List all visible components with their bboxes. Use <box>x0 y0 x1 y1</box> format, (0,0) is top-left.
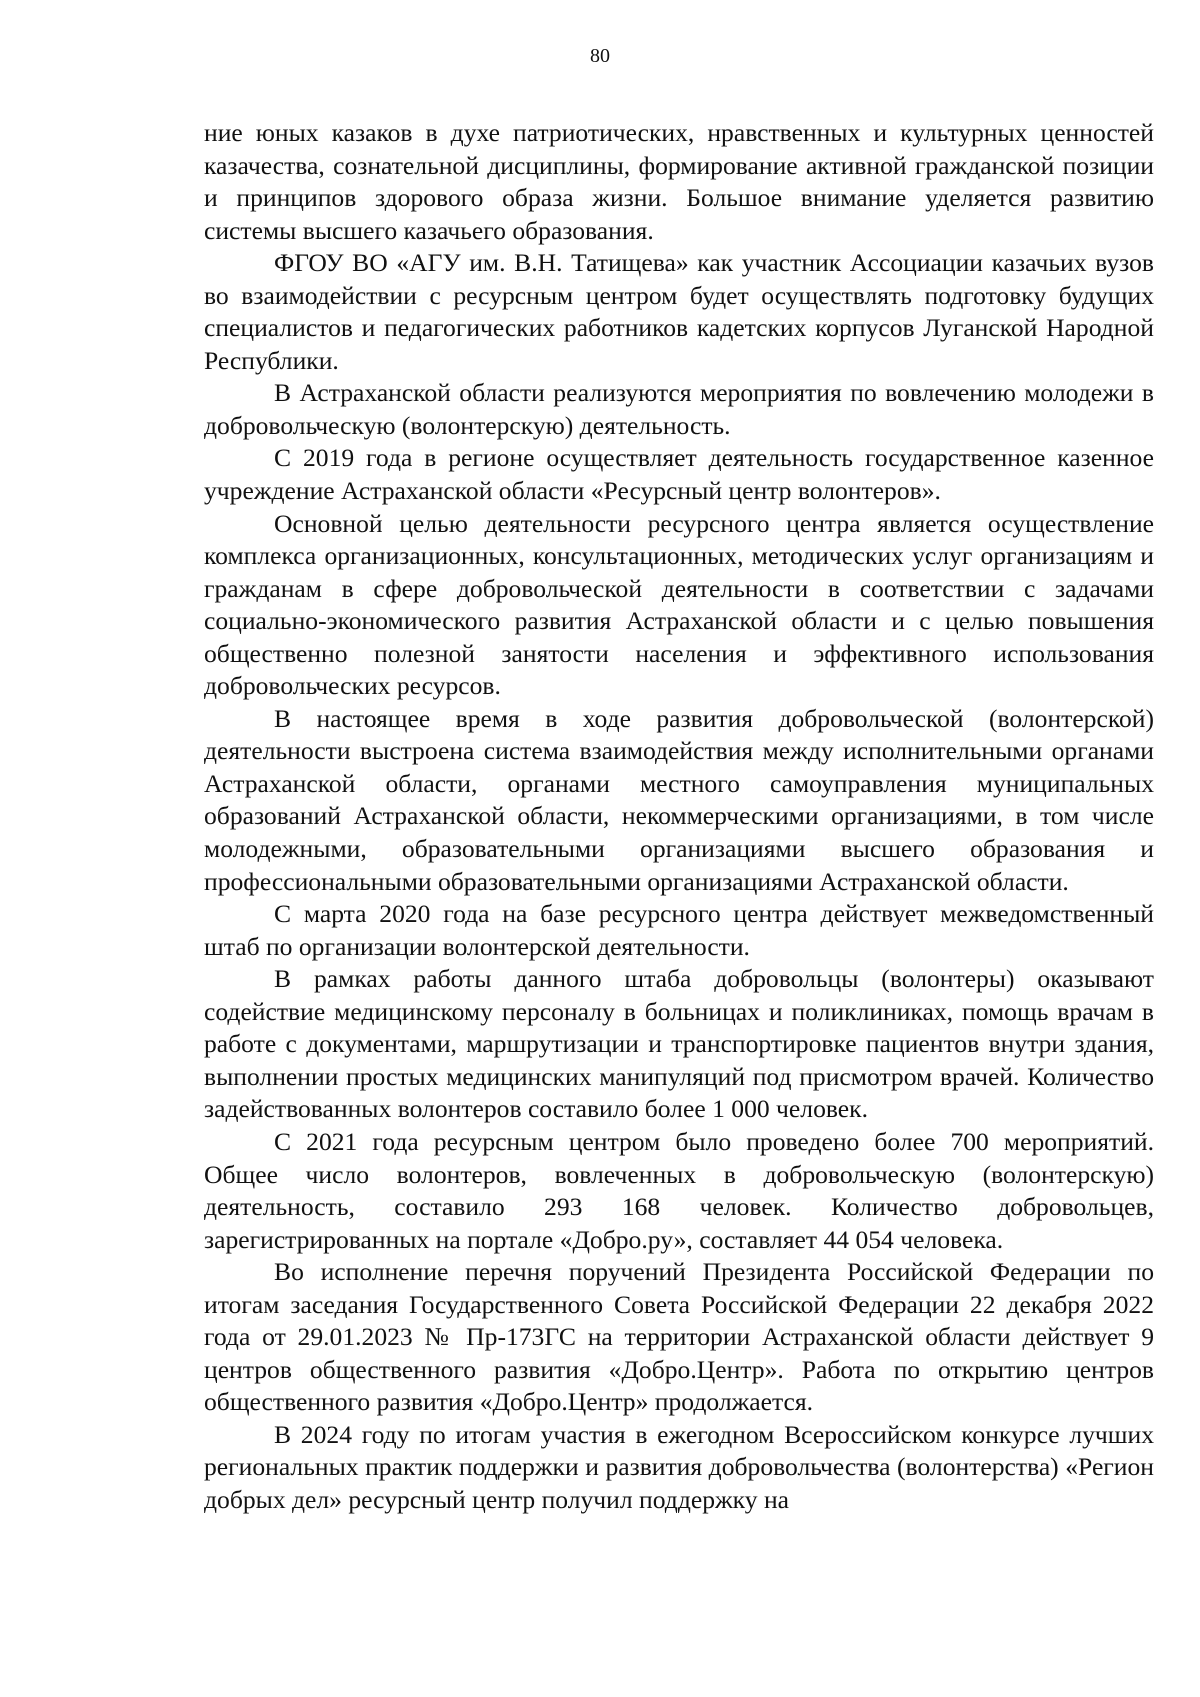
paragraph-5: Основной целью деятельности ресурсного центра является осуществление комплекса организационных, консультационных, методических услуг организациям и гражданам в сфере добровольческой деятельности в соответствии с задачами социально-экономического развития Астраханской области и с целью повышения общественно полезной занятости населения и эффективного использования добровольческих ресурсов. <box>204 508 1154 701</box>
paragraph-1: ние юных казаков в духе патриотических, нравственных и культурных ценностей казачества, сознательной дисциплины, формирование активной гражданской позиции и принципов здорового образа жизни. Большое внимание уделяется развитию системы высшего казачьего образования. <box>204 118 1154 245</box>
paragraph-11: В 2024 году по итогам участия в ежегодном Всероссийском конкурсе лучших региональных практик поддержки и развития добровольчества (волонтерства) «Регион добрых дел» ресурсный центр получил поддержку на <box>204 1419 1154 1514</box>
page-number: 80 <box>590 45 610 67</box>
paragraph-9: С 2021 года ресурсным центром было проведено более 700 мероприятий. Общее число волонтеров, вовлеченных в добровольческую (волонтерскую) деятельность, составило 293 168 человек. Количество добровольцев, зарегистрированных на портале «Добро.ру», составляет 44 054 человека. <box>204 1126 1154 1254</box>
document-body <box>204 117 1154 1517</box>
paragraph-7: С марта 2020 года на базе ресурсного центра действует межведомственный штаб по организации волонтерской деятельности. <box>204 899 1154 961</box>
paragraph-3: В Астраханской области реализуются мероприятия по вовлечению молодежи в добровольческую (волонтерскую) деятельность. <box>204 378 1154 440</box>
paragraph-8: В рамках работы данного штаба добровольцы (волонтеры) оказывают содействие медицинскому персоналу в больницах и поликлиниках, помощь врачам в работе с документами, маршрутизации и транспортировке пациентов внутри здания, выполнении простых медицинских манипуляций под присмотром врачей. Количество задействованных волонтеров составило более 1 000 человек. <box>204 964 1154 1124</box>
paragraph-4: С 2019 года в регионе осуществляет деятельность государственное казенное учреждение Астраханской области «Ресурсный центр волонтеров». <box>204 443 1154 506</box>
paragraph-10: Во исполнение перечня поручений Президента Российской Федерации по итогам заседания Государственного Совета Российской Федерации 22 декабря 2022 года от 29.01.2023 № Пр-173ГС на территории Астраханской области действует 9 центров общественного развития «Добро.Центр». Работа по открытию центров общественного развития «Добро.Центр» продолжается. <box>204 1257 1154 1417</box>
paragraph-6: В настоящее время в ходе развития добровольческой (волонтерской) деятельности выстроена система взаимодействия между исполнительными органами Астраханской области, органами местного самоуправления муниципальных образований Астраханской области, некоммерческими организациями, в том числе молодежными, образовательными организациями высшего образования и профессиональными образовательными организациями Астраханской области. <box>204 703 1154 896</box>
paragraph-2: ФГОУ ВО «АГУ им. В.Н. Татищева» как участник Ассоциации казачьих вузов во взаимодействии с ресурсным центром будет осуществлять подготовку будущих специалистов и педагогических работников кадетских корпусов Луганской Народной Республики. <box>204 248 1154 375</box>
